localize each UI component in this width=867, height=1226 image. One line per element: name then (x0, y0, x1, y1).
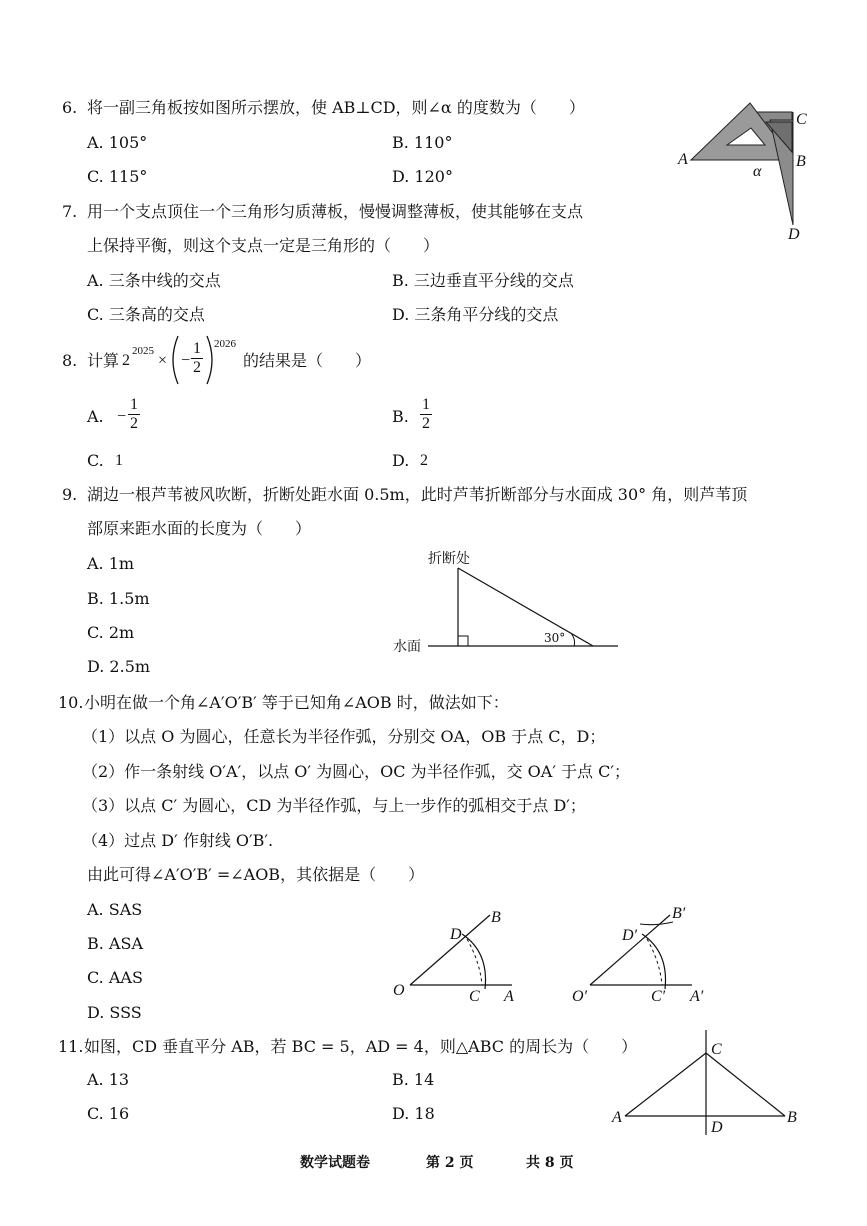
q11-option-a: A. 13 (87, 1070, 130, 1089)
footer-title: 数学试题卷 (300, 1155, 370, 1171)
q9-option-c: C. 2m (87, 623, 135, 642)
q11-number: 11. (58, 1037, 84, 1056)
q7-option-c: C. 三条高的交点 (87, 305, 205, 324)
q8-stem-prefix: 计算 (87, 351, 120, 370)
q10-left-label-c: C (469, 988, 480, 1005)
q8-frac-numerator: 1 (193, 340, 201, 357)
q7-number: 7. (62, 202, 78, 221)
q9-label-break: 折断处 (428, 551, 470, 567)
q7-option-d: D. 三条角平分线的交点 (392, 305, 559, 324)
q10-stem: 小明在做一个角∠A′O′B′ 等于已知角∠AOB 时，做法如下： (84, 693, 509, 712)
q6-number: 6. (62, 98, 78, 117)
q8-option-b-numerator: 1 (422, 396, 430, 413)
q10-left-label-a: A (504, 988, 514, 1005)
q11-label-d: D (711, 1119, 723, 1136)
q11-option-b: B. 14 (392, 1070, 435, 1089)
footer-total: 共 8 页 (526, 1155, 574, 1171)
q6-stem: 将一副三角板按如图所示摆放，使 AB⊥CD，则∠α 的度数为（ ） (87, 98, 585, 117)
q11-label-b: B (787, 1109, 797, 1126)
q8-option-d-value: 2 (420, 452, 428, 469)
q8-frac-sign: − (181, 352, 191, 369)
q8-frac-denominator: 2 (193, 359, 201, 376)
q8-exponent-1: 2025 (132, 345, 154, 357)
q7-option-b: B. 三边垂直平分线的交点 (392, 271, 574, 290)
q9-number: 9. (62, 485, 78, 504)
q10-right-label-b-prime: B′ (672, 905, 686, 922)
q9-stem-line1: 湖边一根芦苇被风吹断，折断处距水面 0.5m，此时芦苇折断部分与水面成 30° 角，则芦苇顶 (87, 485, 748, 504)
q7-stem-line1: 用一个支点顶住一个三角形匀质薄板，慢慢调整薄板，使其能够在支点 (87, 202, 584, 221)
q8-option-c-value: 1 (115, 452, 123, 469)
q10-option-d: D. SSS (87, 1003, 142, 1022)
q8-base: 2 (122, 352, 130, 369)
q9-label-water: 水面 (393, 639, 421, 655)
q6-label-a: A (678, 151, 688, 168)
q11-stem: 如图，CD 垂直平分 AB，若 BC = 5，AD = 4，则△ABC 的周长为（ ） (84, 1037, 638, 1056)
q10-conclusion: 由此可得∠A′O′B′ =∠AOB，其依据是（ ） (87, 865, 425, 884)
q11-label-c: C (711, 1041, 722, 1058)
q10-left-label-d: D (450, 926, 462, 943)
q8-option-b-letter: B. (392, 407, 409, 426)
q6-option-a: A. 105° (87, 133, 148, 152)
q10-left-label-b: B (491, 909, 501, 926)
q10-right-label-c-prime: C′ (651, 988, 666, 1005)
q8-option-a-denominator: 2 (130, 415, 138, 432)
q8-stem-suffix: 的结果是（ ） (243, 351, 372, 370)
q10-option-c: C. AAS (87, 968, 143, 987)
q6-label-d: D (788, 226, 800, 243)
q11-label-a: A (612, 1109, 622, 1126)
q6-option-b: B. 110° (392, 133, 453, 152)
q8-option-a-sign: − (117, 408, 127, 425)
q6-option-d: D. 120° (392, 167, 453, 186)
q11-option-d: D. 18 (392, 1104, 435, 1123)
q9-label-angle: 30° (544, 631, 566, 645)
q10-number: 10. (58, 693, 84, 712)
q10-left-label-o: O (393, 982, 405, 999)
q10-step-2: （2）作一条射线 O′A′，以点 O′ 为圆心，OC 为半径作弧，交 OA′ 于点 C′； (82, 762, 631, 781)
q8-times: × (158, 352, 168, 369)
q9-option-d: D. 2.5m (87, 657, 151, 676)
q10-right-label-d-prime: D′ (622, 927, 638, 944)
q10-option-b: B. ASA (87, 934, 143, 953)
q9-stem-line2: 部原来距水面的长度为（ ） (87, 519, 312, 538)
q10-step-1: （1）以点 O 为圆心，任意长为半径作弧，分别交 OA，OB 于点 C，D； (82, 727, 606, 746)
q11-option-c: C. 16 (87, 1104, 130, 1123)
q9-option-a: A. 1m (87, 554, 135, 573)
q6-option-c: C. 115° (87, 167, 148, 186)
q7-stem-line2: 上保持平衡，则这个支点一定是三角形的（ ） (87, 236, 440, 255)
q8-option-b-denominator: 2 (422, 415, 430, 432)
q6-label-b: B (796, 153, 806, 170)
q10-step-3: （3）以点 C′ 为圆心，CD 为半径作弧，与上一步作的弧相交于点 D′； (82, 796, 586, 815)
q6-label-c: C (796, 111, 807, 128)
q10-step-4: （4）过点 D′ 作射线 O′B′. (82, 831, 274, 850)
q10-right-label-o-prime: O′ (572, 988, 588, 1005)
q9-option-b: B. 1.5m (87, 589, 150, 608)
q8-option-d-letter: D. (392, 451, 410, 470)
q7-option-a: A. 三条中线的交点 (87, 271, 221, 290)
q10-option-a: A. SAS (87, 900, 143, 919)
footer-page: 第 2 页 (426, 1155, 474, 1171)
q8-option-c-letter: C. (87, 451, 104, 470)
q8-option-a-letter: A. (87, 407, 104, 426)
q8-number: 8. (62, 351, 78, 370)
q10-right-label-a-prime: A′ (690, 988, 704, 1005)
q8-exponent-2: 2026 (214, 338, 236, 350)
q8-option-a-numerator: 1 (130, 396, 138, 413)
q6-label-alpha: α (753, 163, 762, 180)
